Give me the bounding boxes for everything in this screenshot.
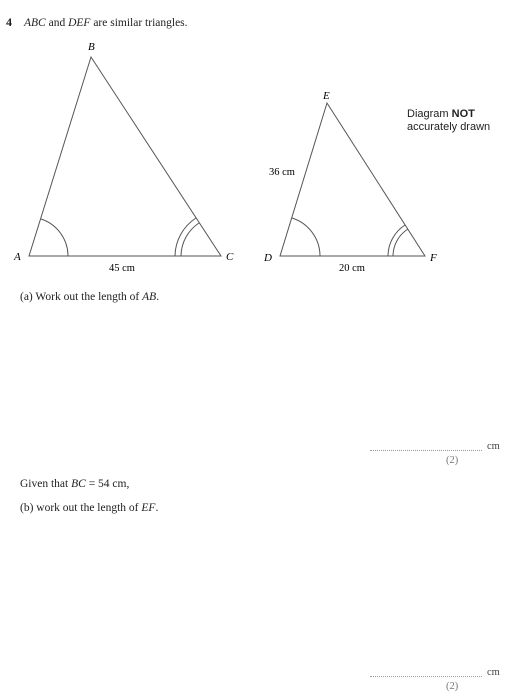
angle-arc-f-inner bbox=[393, 229, 408, 256]
angle-arc-c-inner bbox=[181, 223, 199, 256]
vertex-label-b: B bbox=[88, 41, 95, 53]
part-b-prompt bbox=[20, 502, 158, 514]
side-label-de: 36 cm bbox=[269, 167, 295, 178]
given-statement bbox=[20, 478, 129, 490]
part-b-text: work out the length of bbox=[33, 502, 142, 514]
note-line1-a: Diagram bbox=[407, 108, 452, 120]
angle-arc-d bbox=[292, 218, 320, 256]
angle-arc-a bbox=[41, 219, 68, 256]
part-a-var: AB bbox=[142, 291, 157, 303]
part-b-unit: cm bbox=[487, 667, 500, 678]
part-a-unit: cm bbox=[487, 441, 500, 452]
vertex-label-a: A bbox=[14, 251, 21, 263]
part-b-answer-line[interactable] bbox=[370, 676, 482, 677]
note-line1-b: NOT bbox=[451, 108, 475, 120]
part-a-label: (a) bbox=[20, 291, 33, 303]
vertex-label-f: F bbox=[430, 252, 437, 264]
part-a-end: . bbox=[156, 291, 160, 303]
part-b-var: EF bbox=[141, 502, 156, 514]
vertex-label-e: E bbox=[323, 90, 330, 102]
stem-suffix: are similar triangles. bbox=[90, 17, 188, 29]
stem-triangle-def: DEF bbox=[68, 17, 91, 29]
side-label-df: 20 cm bbox=[339, 263, 365, 274]
vertex-label-c: C bbox=[226, 251, 234, 263]
stem-triangle-abc: ABC bbox=[24, 17, 46, 29]
part-b-end: . bbox=[155, 502, 159, 514]
part-a-marks: (2) bbox=[446, 455, 459, 466]
similar-triangles-diagram bbox=[0, 0, 508, 300]
side-label-ac: 45 cm bbox=[109, 263, 135, 274]
triangle-abc bbox=[29, 57, 221, 256]
part-b-label: (b) bbox=[20, 502, 34, 514]
stem-and: and bbox=[45, 17, 69, 29]
diagram-not-to-scale-note bbox=[407, 108, 490, 134]
note-line2: accurately drawn bbox=[407, 121, 491, 133]
given-prefix: Given that bbox=[20, 478, 72, 490]
given-var: BC bbox=[71, 478, 86, 490]
vertex-label-d: D bbox=[264, 252, 272, 264]
part-a-prompt bbox=[20, 291, 159, 303]
given-suffix: = 54 cm, bbox=[85, 478, 130, 490]
part-b-marks: (2) bbox=[446, 681, 459, 692]
part-a-text: Work out the length of bbox=[32, 291, 143, 303]
part-a-answer-line[interactable] bbox=[370, 450, 482, 451]
question-number: 4 bbox=[6, 15, 12, 29]
